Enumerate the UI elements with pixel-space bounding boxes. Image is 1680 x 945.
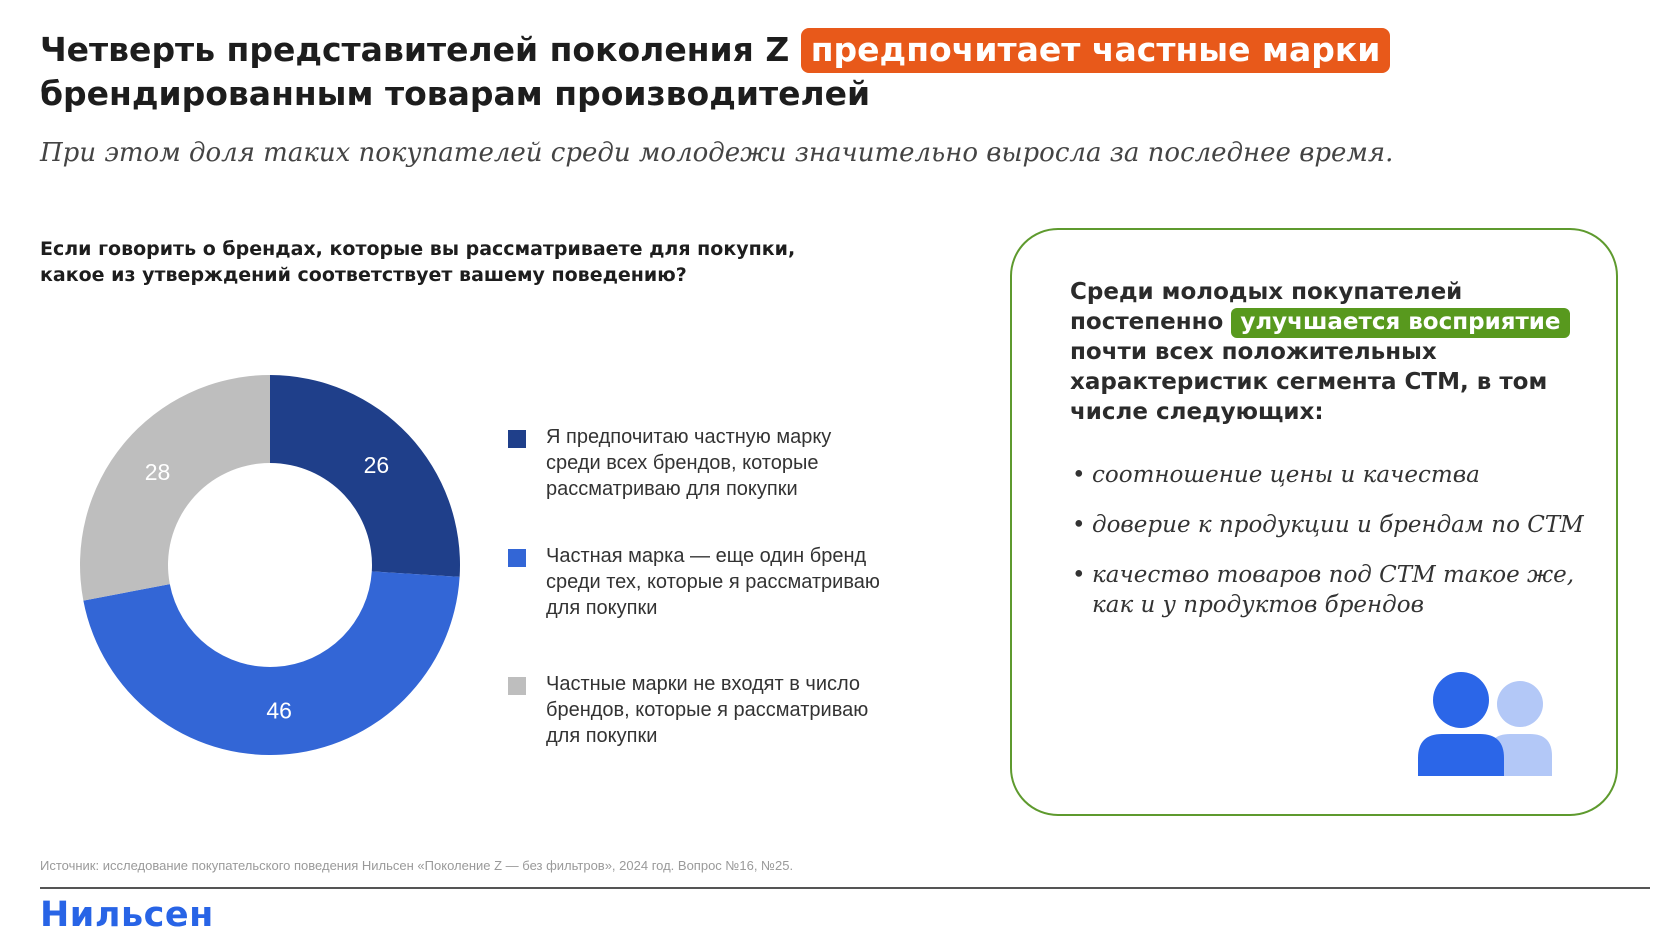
donut-slice-one-of-brands xyxy=(83,571,459,755)
title-highlight: предпочитает частные марки xyxy=(801,28,1391,73)
insight-bullet-list xyxy=(1072,460,1592,640)
legend-label: Я предпочитаю частную марку среди всех брендов, которые рассматриваю для покупки xyxy=(546,426,832,500)
legend-swatch xyxy=(508,549,526,567)
title-text-start: Четверть представителей поколения Z xyxy=(40,30,801,69)
legend-swatch xyxy=(508,677,526,695)
page-subtitle: При этом доля таких покупателей среди молодежи значительно выросла за последнее время. xyxy=(40,138,1394,168)
insight-heading-start: Среди молодых покупателей постепенно xyxy=(1070,279,1463,335)
survey-question: Если говорить о брендах, которые вы рассматриваете для покупки, какое из утверждений соответствует вашему поведению? xyxy=(40,238,796,286)
insight-heading-end: почти всех положительных характеристик сегмента СТМ, в том числе следующих: xyxy=(1070,339,1548,425)
donut-slice-not-considered xyxy=(80,375,270,601)
insight-bullet: • качество товаров под СТМ такое же, как и у продуктов брендов xyxy=(1072,560,1592,620)
footer-divider xyxy=(40,887,1650,889)
donut-chart xyxy=(80,375,460,755)
donut-data-label: 26 xyxy=(363,452,390,479)
donut-data-label: 46 xyxy=(266,697,292,724)
legend-swatch xyxy=(508,430,526,448)
insight-bullet: • доверие к продукции и брендам по СТМ xyxy=(1072,510,1592,540)
legend-label: Частные марки не входят в число брендов, которые я рассматриваю для покупки xyxy=(546,673,869,747)
insight-heading xyxy=(1070,277,1570,427)
people-icon xyxy=(1418,672,1552,776)
legend-label: Частная марка — еще один бренд среди тех, которые я рассматриваю для покупки xyxy=(546,545,880,619)
insight-bullet: • соотношение цены и качества xyxy=(1072,460,1592,490)
page-title xyxy=(40,28,1640,116)
donut-data-label: 28 xyxy=(144,458,171,485)
source-note: Источник: исследование покупательского поведения Нильсен «Поколение Z — без фильтров», 2024 год. Вопрос №16, №25. xyxy=(40,858,794,873)
title-text-end: брендированным товарам производителей xyxy=(40,74,871,113)
insight-highlight: улучшается восприятие xyxy=(1231,308,1569,338)
nielsen-logo: Нильсен xyxy=(40,895,214,935)
